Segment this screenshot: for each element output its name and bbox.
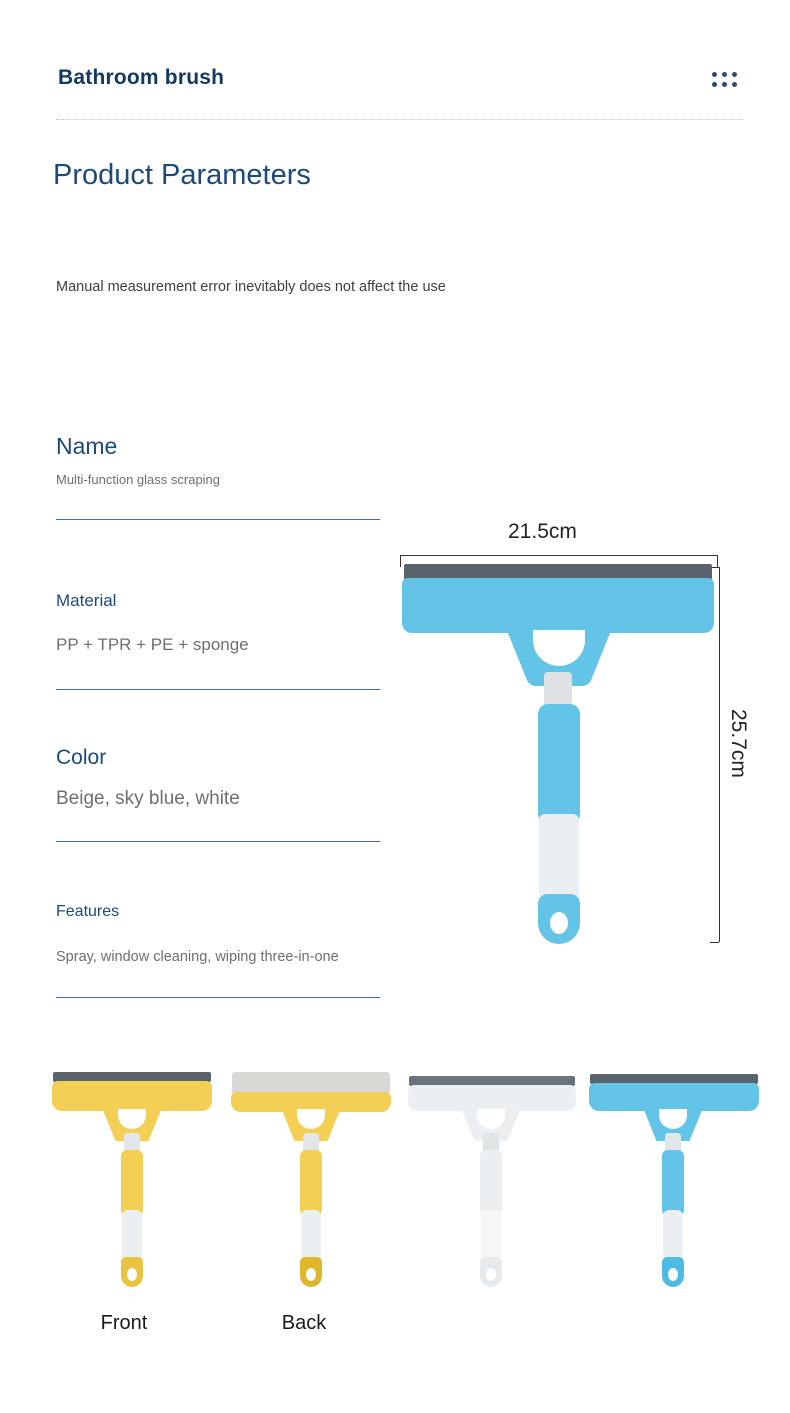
spec-divider xyxy=(56,519,380,520)
spec-value: Beige, sky blue, white xyxy=(56,788,240,810)
hang-hole xyxy=(550,912,568,934)
width-dimension-line xyxy=(400,555,718,556)
height-dimension-line xyxy=(719,567,720,942)
head xyxy=(402,578,714,633)
spec-value: Spray, window cleaning, wiping three-in-one xyxy=(56,948,339,965)
variant-caption-front: Front xyxy=(100,1312,148,1334)
handle-grip xyxy=(301,1210,321,1262)
handle-grip xyxy=(481,1210,501,1262)
hang-hole xyxy=(306,1268,316,1281)
handle-grip xyxy=(122,1210,142,1262)
handle-upper xyxy=(300,1150,322,1216)
handle-upper xyxy=(662,1150,684,1216)
hang-hole xyxy=(127,1268,137,1281)
spec-divider xyxy=(56,841,380,842)
height-dimension-label: 25.7cm xyxy=(727,709,750,778)
hang-hole xyxy=(486,1268,496,1281)
variant-blue-front[interactable] xyxy=(589,1074,759,1306)
head xyxy=(408,1085,576,1111)
variant-gallery xyxy=(0,1060,790,1360)
spec-label: Name xyxy=(56,433,118,459)
page-header xyxy=(56,58,744,120)
section-title: Product Parameters xyxy=(53,159,311,191)
spec-value: Multi-function glass scraping xyxy=(56,472,221,488)
head xyxy=(589,1083,759,1111)
hang-hole xyxy=(668,1268,678,1281)
product-image-main xyxy=(402,564,714,944)
spec-value: PP + TPR + PE + sponge xyxy=(56,634,249,654)
width-tick-right xyxy=(717,555,718,567)
spec-divider xyxy=(56,689,380,690)
variant-caption-back: Back xyxy=(281,1312,327,1334)
spec-row-name xyxy=(56,434,380,520)
spec-row-features xyxy=(56,903,380,998)
handle-grip xyxy=(539,814,579,906)
width-tick-left xyxy=(400,555,401,567)
spec-row-material xyxy=(56,592,380,690)
page-title: Bathroom brush xyxy=(58,66,225,89)
sponge-pad xyxy=(232,1072,390,1094)
variant-yellow-front[interactable] xyxy=(52,1072,212,1304)
dimension-diagram xyxy=(396,514,750,954)
handle-upper xyxy=(480,1150,502,1216)
grid-dots-icon[interactable] xyxy=(712,72,742,92)
width-dimension-label: 21.5cm xyxy=(508,520,577,543)
spec-divider xyxy=(56,997,380,998)
spec-label: Color xyxy=(56,746,107,769)
measurement-note: Manual measurement error inevitably does not affect the use xyxy=(56,279,446,295)
spec-row-color xyxy=(56,746,380,842)
variant-white-front[interactable] xyxy=(408,1076,576,1308)
handle-upper xyxy=(121,1150,143,1216)
spec-label: Features xyxy=(56,903,120,920)
spec-label: Material xyxy=(56,591,117,610)
handle-upper xyxy=(538,704,580,824)
variant-yellow-back[interactable] xyxy=(231,1072,391,1304)
head xyxy=(52,1081,212,1111)
handle-grip xyxy=(663,1210,683,1262)
